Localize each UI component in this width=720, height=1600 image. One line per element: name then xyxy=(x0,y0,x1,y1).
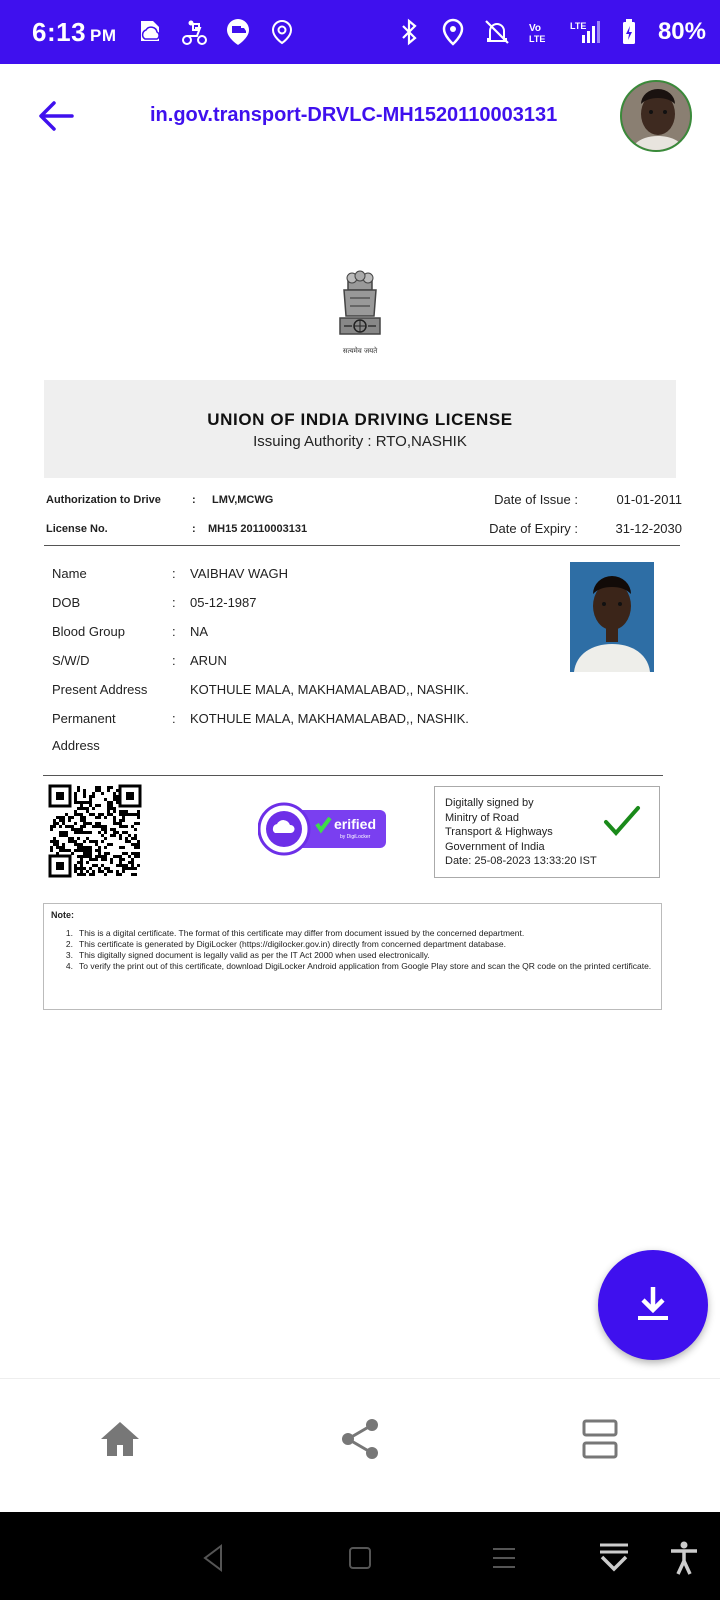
svg-text:Vo: Vo xyxy=(528,23,541,34)
cloud-doc-icon xyxy=(135,17,165,47)
app-header xyxy=(0,64,720,174)
note-item: 3. This digitally signed document is legally valid as per the IT Act 2000 when used electronically. xyxy=(65,950,430,960)
detail-row: Blood Group : NA xyxy=(52,624,209,639)
battery-percent: 80% xyxy=(657,18,706,45)
detail-row: Permanent : KOTHULE MALA, MAKHAMALABAD,, NASHIK. xyxy=(52,711,469,726)
divider xyxy=(43,775,663,776)
license-title: UNION OF INDIA DRIVING LICENSE xyxy=(207,410,513,429)
auth-row: Authorization to Drive : LMV,MCWG Date of Issue : 01-01-2011 xyxy=(46,492,682,507)
auth-to-drive-value: LMV,MCWG xyxy=(212,494,274,506)
checkmark-icon xyxy=(603,805,641,837)
holder-photo xyxy=(570,562,654,672)
svg-text:LTE: LTE xyxy=(528,34,546,44)
signature-line: Minitry of Road xyxy=(445,811,519,824)
location-pin-truck-icon xyxy=(223,17,253,47)
auth-to-drive-label: Authorization to Drive xyxy=(46,494,161,506)
license-no-value: MH15 20110003131 xyxy=(208,523,308,535)
verified-text: erified xyxy=(334,816,377,832)
home-icon[interactable] xyxy=(90,1409,150,1469)
license-no-label: License No. xyxy=(46,523,108,535)
digital-signature-box xyxy=(434,786,660,878)
note-item: 1. This is a digital certificate. The format of this certificate may differ from document issued by the concerned department. xyxy=(65,928,525,938)
download-icon xyxy=(633,1283,673,1328)
issuing-authority: Issuing Authority : RTO,NASHIK xyxy=(253,433,467,450)
bluetooth-icon xyxy=(394,17,424,47)
note-item: 4. To verify the print out of this certificate, download DigiLocker Android application from Google Play store and scan the QR code on the printed certificate. xyxy=(65,961,652,971)
system-nav-bar xyxy=(0,1512,720,1600)
note-item: 2. This certificate is generated by DigiLocker (https://digilocker.gov.in) directly from concerned department database. xyxy=(65,939,506,949)
date-of-expiry-value: 31-12-2030 xyxy=(615,521,682,536)
battery-charging-icon xyxy=(614,17,644,47)
signature-date: Date: 25-08-2023 13:33:20 IST xyxy=(445,855,597,867)
signature-line: Government of India xyxy=(445,840,545,853)
verified-badge xyxy=(258,802,386,856)
location-icon xyxy=(438,17,468,47)
national-emblem-icon xyxy=(330,270,390,356)
arrow-left-icon[interactable] xyxy=(34,94,78,138)
delivery-scooter-icon xyxy=(179,17,209,47)
bottom-nav xyxy=(0,1378,720,1512)
verified-sub: by DigiLocker xyxy=(340,834,371,840)
license-banner xyxy=(44,380,676,478)
note-title: Note: xyxy=(51,910,74,920)
holder-details xyxy=(52,566,552,767)
license-no-row: License No. : MH15 20110003131 Date of Expiry : 31-12-2030 xyxy=(46,521,682,536)
menu-lines-icon[interactable] xyxy=(484,1538,524,1578)
date-of-issue-label: Date of Issue : xyxy=(494,492,578,507)
view-toggle-icon[interactable] xyxy=(570,1409,630,1469)
home-square-icon[interactable] xyxy=(340,1538,380,1578)
detail-row: Present Address KOTHULE MALA, MAKHAMALABAD,, NASHIK. xyxy=(52,682,469,697)
qr-code xyxy=(48,784,142,878)
note-box xyxy=(43,903,662,1010)
volte-icon xyxy=(526,17,556,47)
accessibility-icon[interactable] xyxy=(664,1538,704,1578)
share-icon[interactable] xyxy=(330,1409,390,1469)
svg-text:LTE: LTE xyxy=(569,21,587,31)
detail-row: S/W/D : ARUN xyxy=(52,653,227,668)
download-button[interactable] xyxy=(598,1250,708,1360)
status-bar xyxy=(0,0,720,64)
detail-row: Name : VAIBHAV WAGH xyxy=(52,566,288,581)
emblem-caption: सत्यमेव जयते xyxy=(342,347,378,355)
detail-row: DOB : 05-12-1987 xyxy=(52,595,257,610)
divider xyxy=(44,545,680,546)
detail-row: Address xyxy=(52,738,100,753)
document-title: in.gov.transport-DRVLC-MH1520110003131 xyxy=(150,104,558,126)
location-target-icon xyxy=(267,17,297,47)
alarm-off-icon xyxy=(482,17,512,47)
lte-signal-icon xyxy=(570,17,600,47)
date-of-expiry-label: Date of Expiry : xyxy=(489,521,578,536)
user-avatar[interactable] xyxy=(620,80,692,152)
back-triangle-icon[interactable] xyxy=(194,1538,234,1578)
date-of-issue-value: 01-01-2011 xyxy=(616,492,682,507)
status-time: 6:13 PM xyxy=(32,16,117,47)
signature-line: Transport & Highways xyxy=(445,826,553,838)
signature-line: Digitally signed by xyxy=(445,797,534,809)
collapse-icon[interactable] xyxy=(594,1538,634,1578)
